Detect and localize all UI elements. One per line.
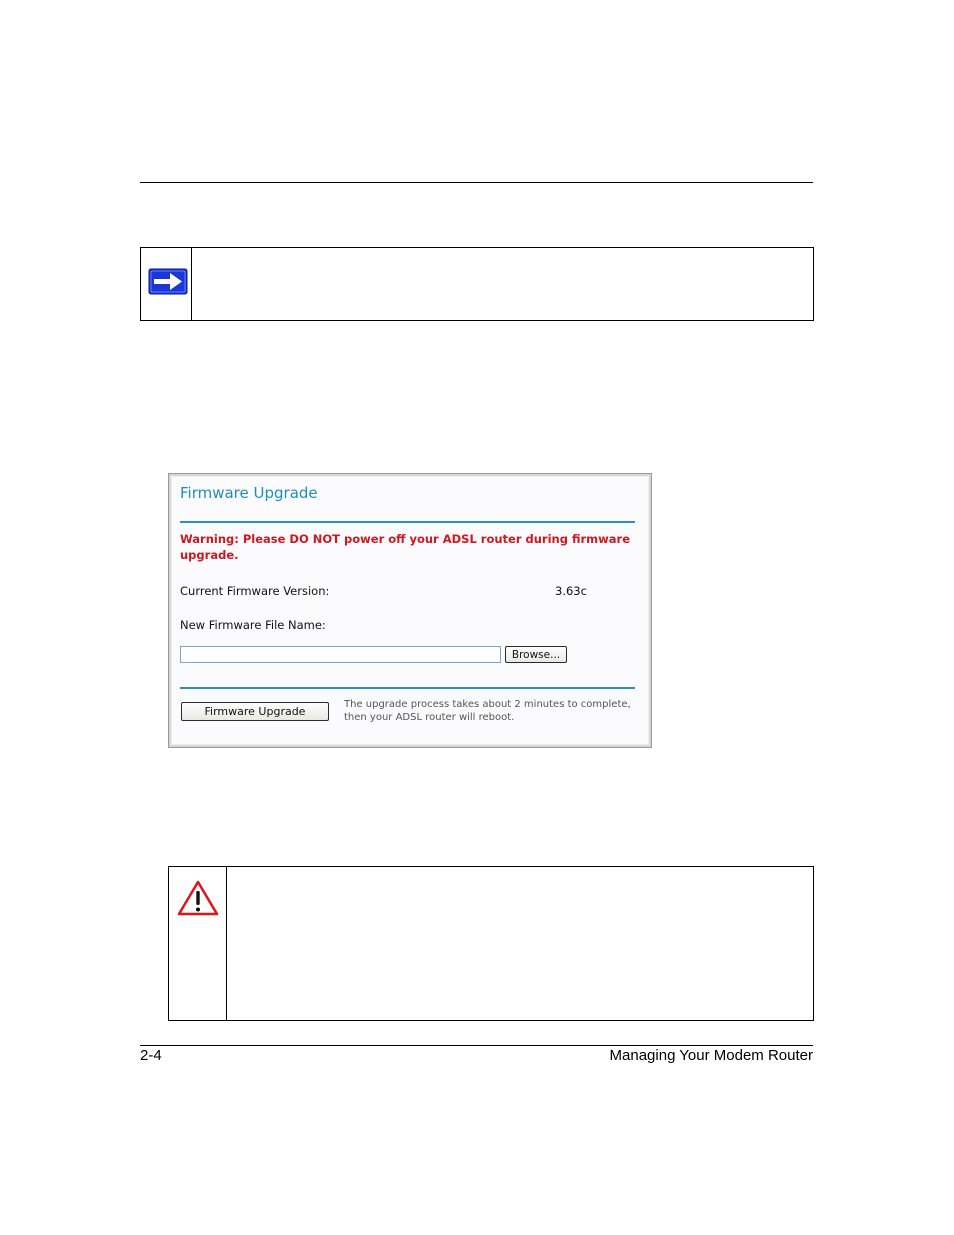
current-version-value: 3.63c — [555, 584, 587, 598]
new-file-label: New Firmware File Name: — [180, 618, 326, 632]
page-title: Firmware Upgrade — [180, 484, 318, 502]
current-version-label: Current Firmware Version: — [180, 584, 330, 598]
bottom-divider — [180, 687, 635, 689]
note-icon-cell — [141, 248, 192, 320]
firmware-file-input[interactable] — [180, 646, 501, 663]
power-off-warning: Warning: Please DO NOT power off your ADSL router during firmware upgrade. — [180, 532, 630, 562]
page-number: 2-4 — [140, 1047, 162, 1064]
header-rule — [140, 182, 813, 183]
warning-triangle-icon — [176, 879, 220, 917]
browse-button[interactable]: Browse... — [505, 646, 567, 663]
chapter-title: Managing Your Modem Router — [609, 1047, 813, 1064]
title-divider — [180, 521, 635, 523]
note-box — [140, 247, 814, 321]
caution-box — [168, 866, 814, 1021]
firmware-upgrade-button[interactable]: Firmware Upgrade — [181, 702, 329, 721]
firmware-upgrade-screenshot — [168, 473, 652, 748]
caution-icon-cell — [169, 867, 227, 1020]
upgrade-time-note: The upgrade process takes about 2 minutes to complete, then your ADSL router will reboot. — [344, 699, 631, 723]
arrow-right-icon — [148, 268, 188, 295]
footer-rule — [140, 1045, 813, 1046]
